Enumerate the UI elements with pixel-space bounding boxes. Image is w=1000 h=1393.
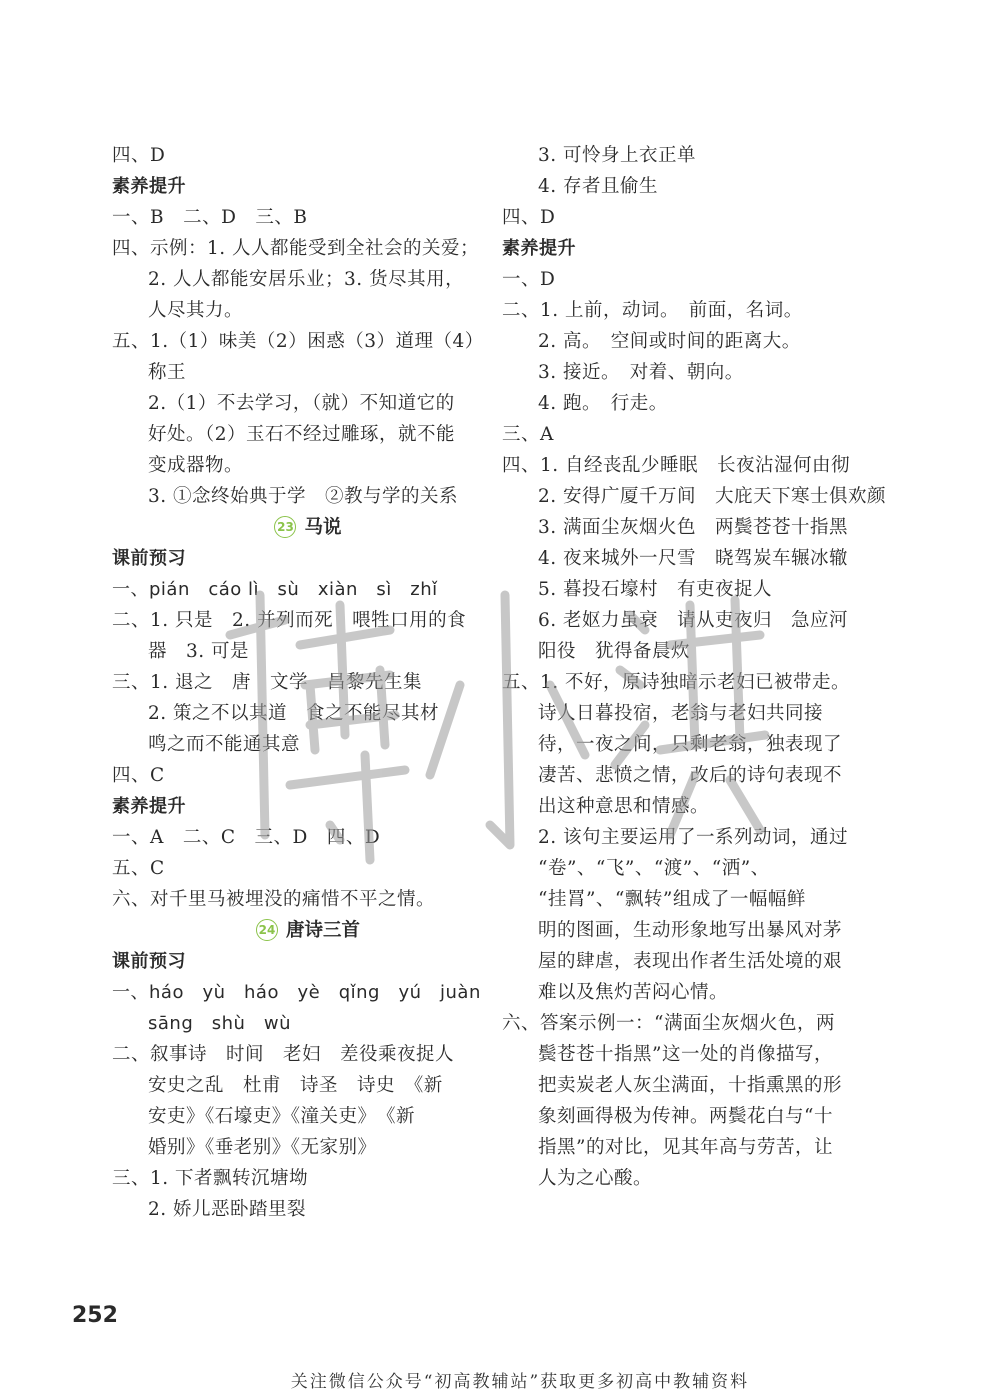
lesson-number-badge: 24 <box>256 919 278 941</box>
line-text: 鬓苍苍十指黑”这一处的肖像描写， <box>538 1044 833 1065</box>
line-text: 指黑”的对比，见其年高与劳苦，让 <box>538 1137 833 1158</box>
text-line <box>112 884 484 915</box>
line-text: 马说 <box>304 517 342 538</box>
text-line-indented <box>502 884 872 915</box>
text-line-indented <box>502 853 872 884</box>
lesson-number-badge: 23 <box>274 516 296 538</box>
line-text: 安吏》《石壕吏》《潼关吏》 《新 <box>148 1106 416 1127</box>
text-line-indented <box>502 729 872 760</box>
section-label <box>112 543 484 574</box>
text-line <box>502 1008 872 1039</box>
line-text: 素养提升 <box>112 176 186 197</box>
right-column <box>502 140 887 1194</box>
line-text: 5. 暮投石壕村 有吏夜捉人 <box>538 579 773 600</box>
line-text: 一、pián cáo lì sù xiàn sì zhǐ <box>112 579 438 600</box>
text-line-indented <box>112 450 484 481</box>
line-text: 四、C <box>112 765 165 786</box>
line-text: 6. 老妪力虽衰 请从吏夜归 急应河 <box>538 610 849 631</box>
left-column <box>112 140 484 1225</box>
line-text: 素养提升 <box>112 796 186 817</box>
text-line-indented <box>502 574 872 605</box>
line-text: 课前预习 <box>112 548 186 569</box>
text-line <box>112 760 484 791</box>
section-label <box>112 171 484 202</box>
line-text: 明的图画，生动形象地写出暴风对茅 <box>538 920 843 941</box>
text-line-indented <box>502 512 872 543</box>
text-line <box>112 667 484 698</box>
line-text: 2.（1）不去学习，（就）不知道它的 <box>148 393 455 414</box>
lesson-heading <box>112 915 484 946</box>
text-line-indented <box>502 1070 872 1101</box>
text-line-indented <box>502 481 887 512</box>
text-line-indented <box>112 698 484 729</box>
section-label <box>112 791 484 822</box>
text-line <box>112 202 484 233</box>
text-line-indented <box>112 1101 484 1132</box>
text-line-indented <box>112 729 484 760</box>
text-line-indented <box>112 388 484 419</box>
line-text: 2. 安得广厦千万间 大庇天下寒士俱欢颜 <box>538 486 887 507</box>
text-line-indented <box>502 1163 872 1194</box>
footer-text: 关注微信公众号“初高教辅站”获取更多初高中教辅资料 <box>290 1372 750 1392</box>
text-line-indented <box>112 264 484 295</box>
text-line-indented <box>502 140 872 171</box>
text-line <box>112 853 484 884</box>
line-text: 3. 可怜身上衣正单 <box>538 145 697 166</box>
line-text: 二、叙事诗 时间 老妇 差役乘夜捉人 <box>112 1044 455 1065</box>
line-text: 三、1. 下者飘转沉塘坳 <box>112 1168 309 1189</box>
line-text: 唐诗三首 <box>285 920 360 941</box>
line-text: 待，一夜之间，只剩老翁，独表现了 <box>538 734 843 755</box>
line-text: 3. ①念终始典于学 ②教与学的关系 <box>148 486 459 507</box>
line-text: 2. 人人都能安居乐业；3. 货尽其用， <box>148 269 465 290</box>
text-line-indented <box>502 698 872 729</box>
line-text: 四、D <box>502 207 556 228</box>
text-line-indented <box>502 388 872 419</box>
text-line <box>112 326 484 357</box>
text-line <box>112 1039 484 1070</box>
line-text: 阳役 犹得备晨炊 <box>538 641 691 662</box>
section-label <box>502 233 872 264</box>
text-line-indented <box>502 357 872 388</box>
line-text: 2. 策之不以其道 食之不能尽其材 <box>148 703 440 724</box>
line-text: 凄苦、悲愤之情，改后的诗句表现不 <box>538 765 843 786</box>
page-number: 252 <box>72 1303 118 1328</box>
line-text: 4. 存者且偷生 <box>538 176 659 197</box>
text-line-indented <box>502 791 872 822</box>
pinyin-line <box>112 574 484 605</box>
line-text: 五、1. 不好，原诗独暗示老妇已被带走。 <box>502 672 851 693</box>
line-text: 六、对千里马被埋没的痛惜不平之情。 <box>112 889 436 910</box>
text-line-indented <box>502 915 872 946</box>
text-line <box>502 264 872 295</box>
section-label <box>112 946 484 977</box>
line-text: 称王 <box>148 362 187 383</box>
line-text: 3. 满面尘灰烟火色 两鬓苍苍十指黑 <box>538 517 849 538</box>
text-line-indented <box>502 605 872 636</box>
text-line-indented <box>112 481 484 512</box>
text-line-indented <box>112 1194 484 1225</box>
line-text: 4. 夜来城外一尺雪 晓驾炭车辗冰辙 <box>538 548 849 569</box>
text-line-indented <box>502 946 872 977</box>
line-text: 一、A 二、C 三、D 四、D <box>112 827 381 848</box>
line-text: 2. 娇儿恶卧踏里裂 <box>148 1199 307 1220</box>
text-line-indented <box>112 295 484 326</box>
line-text: sāng shù wù <box>148 1013 292 1034</box>
text-line-indented <box>112 1132 484 1163</box>
line-text: 4. 跑。 行走。 <box>538 393 668 414</box>
line-text: 人尽其力。 <box>148 300 244 321</box>
line-text: 一、B 二、D 三、B <box>112 207 308 228</box>
line-text: 2. 该句主要运用了一系列动词，通过 <box>538 827 849 848</box>
text-line <box>112 140 484 171</box>
line-text: 把卖炭老人灰尘满面，十指熏黑的形 <box>538 1075 843 1096</box>
line-text: 素养提升 <box>502 238 576 259</box>
text-line-indented <box>502 822 872 853</box>
text-line-indented <box>502 1039 872 1070</box>
line-text: 变成器物。 <box>148 455 244 476</box>
line-text: “卷”、“飞”、“渡”、“洒”、 <box>538 858 770 879</box>
text-line-indented <box>502 760 872 791</box>
pinyin-line-indented <box>112 1008 484 1039</box>
line-text: 四、D <box>112 145 166 166</box>
line-text: 象刻画得极为传神。两鬓花白与“十 <box>538 1106 833 1127</box>
line-text: 四、示例：1. 人人都能受到全社会的关爱； <box>112 238 480 259</box>
line-text: 难以及焦灼苦闷心情。 <box>538 982 729 1003</box>
text-line <box>112 605 484 636</box>
line-text: 六、答案示例一：“满面尘灰烟火色，两 <box>502 1013 835 1034</box>
lesson-heading <box>112 512 484 543</box>
text-line <box>112 233 484 264</box>
line-text: 诗人日暮投宿，老翁与老妇共同接 <box>538 703 824 724</box>
text-line-indented <box>502 1132 872 1163</box>
line-text: 2. 高。 空间或时间的距离大。 <box>538 331 801 352</box>
line-text: 器 3. 可是 <box>148 641 250 662</box>
line-text: “挂罥”、“飘转”组成了一幅幅鲜 <box>538 889 806 910</box>
text-line <box>502 419 872 450</box>
line-text: 3. 接近。 对着、朝向。 <box>538 362 744 383</box>
line-text: 五、C <box>112 858 165 879</box>
text-line-indented <box>112 419 484 450</box>
text-line-indented <box>502 326 872 357</box>
line-text: 一、háo yù háo yè qǐng yú juàn <box>112 982 481 1003</box>
line-text: 屋的肆虐，表现出作者生活处境的艰 <box>538 951 843 972</box>
text-line <box>112 1163 484 1194</box>
text-line-indented <box>112 636 484 667</box>
line-text: 好处。（2）玉石不经过雕琢，就不能 <box>148 424 456 445</box>
text-line-indented <box>502 977 872 1008</box>
line-text: 人为之心酸。 <box>538 1168 653 1189</box>
text-line <box>502 667 872 698</box>
line-text: 婚别》《垂老别》《无家别》 <box>148 1137 377 1158</box>
pinyin-line <box>112 977 484 1008</box>
text-line <box>112 822 484 853</box>
text-line-indented <box>502 1101 872 1132</box>
line-text: 安史之乱 杜甫 诗圣 诗史 《新 <box>148 1075 443 1096</box>
line-text: 三、1. 退之 唐 文学 昌黎先生集 <box>112 672 423 693</box>
text-line <box>502 295 872 326</box>
text-line <box>502 202 872 233</box>
line-text: 课前预习 <box>112 951 186 972</box>
line-text: 出这种意思和情感。 <box>538 796 710 817</box>
text-line-indented <box>502 636 872 667</box>
text-line-indented <box>502 543 872 574</box>
text-line-indented <box>502 171 872 202</box>
text-line-indented <box>112 1070 484 1101</box>
line-text: 二、1. 只是 2. 并列而死 喂牲口用的食 <box>112 610 467 631</box>
line-text: 三、A <box>502 424 554 445</box>
text-line <box>502 450 872 481</box>
text-line-indented <box>112 357 484 388</box>
line-text: 鸣之而不能通其意 <box>148 734 301 755</box>
line-text: 五、1.（1）味美（2）困惑（3）道理（4） <box>112 331 484 352</box>
line-text: 四、1. 自经丧乱少睡眠 长夜沾湿何由彻 <box>502 455 851 476</box>
line-text: 二、1. 上前，动词。 前面，名词。 <box>502 300 803 321</box>
line-text: 一、D <box>502 269 556 290</box>
